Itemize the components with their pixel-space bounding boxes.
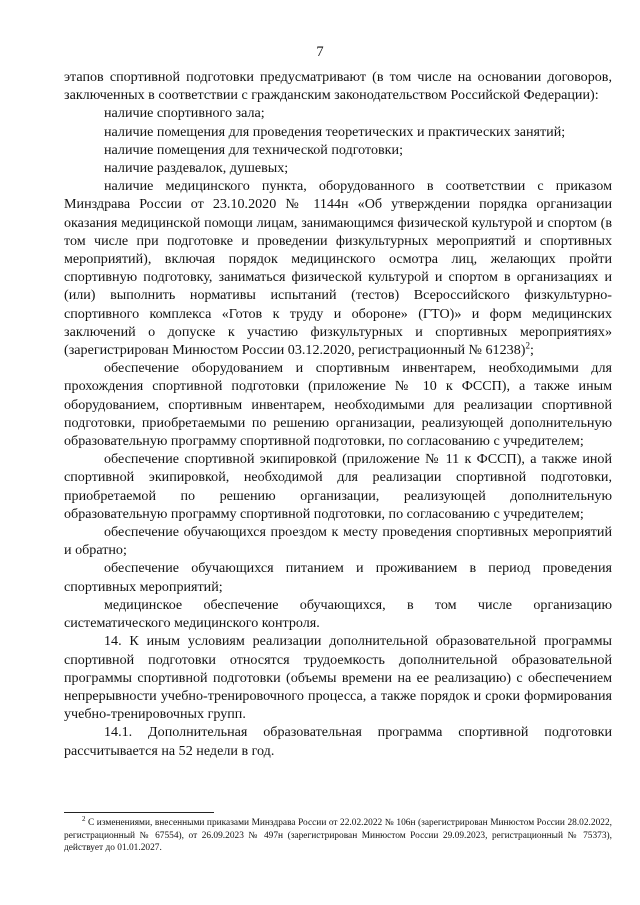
- footnote: [64, 814, 612, 855]
- list-item-theory-room: наличие помещения для проведения теоретических и практических занятий;: [104, 123, 566, 140]
- list-item-sports-gear: обеспечение спортивной экипировкой (приложение № 11 к ФССП), а также иной спортивной экипировкой, необходимой для реализации спортивной подготовки, приобретаемой по решению организации, реализующей дополнительную образовательную программу спортивной подготовки, по согласованию с учредителем;: [64, 451, 612, 522]
- medical-point-text: наличие медицинского пункта, оборудованного в соответствии с приказом Минздрава России от 23.10.2020 № 1144н «Об утверждении порядка организации оказания медицинской помощи лицам, занимающимся физической культурой и спортом (в том числе при подготовке и проведении физкультурных мероприятий и спортивных мероприятий), включая порядок медицинского осмотра лиц, желающих пройти спортивную подготовку, заниматься физической культурой и спортом в организациях и (или) выполнить нормативы испытаний (тестов) Всероссийского физкультурно-спортивного комплекса «Готов к труду и обороне» (ГТО)» и форм медицинских заключений о допуске к участию физкультурных и спортивных мероприятиях» (зарегистрирован Минюстом России 03.12.2020, регистрационный № 61238): [64, 178, 612, 359]
- list-item-equipment: обеспечение оборудованием и спортивным инвентарем, необходимыми для прохождения спортивной подготовки (приложение № 10 к ФССП), а также иным оборудованием, спортивным инвентарем, необходимыми для реализации спортивной подготовки, приобретаемыми по решению организации, реализующей дополнительную образовательную программу спортивной подготовки, по согласованию с учредителем;: [64, 360, 612, 450]
- page-number: 7: [316, 44, 324, 60]
- paragraph-continuation: этапов спортивной подготовки предусматривают (в том числе на основании договоров, заключенных в соответствии с гражданским законодательством Российской Федерации):: [64, 69, 612, 104]
- list-item-technical-room: наличие помещения для технической подготовки;: [104, 141, 403, 158]
- section-14: 14. К иным условиям реализации дополнительной образовательной программы спортивной подготовки относятся трудоемкость дополнительной образовательной программы спортивной подготовки (объемы времени на ее реализацию) с обеспечением непрерывности учебно-тренировочного процесса, а также порядок и сроки формирования учебно-тренировочных групп.: [64, 633, 612, 723]
- list-item-travel: обеспечение обучающихся проездом к месту проведения спортивных мероприятий и обратно;: [64, 524, 612, 559]
- footnote-reference: 2: [525, 340, 530, 351]
- footnote-divider: [64, 812, 214, 813]
- list-item-medical-support: медицинское обеспечение обучающихся, в том числе организацию систематического медицинского контроля.: [64, 596, 612, 632]
- list-item-changing-rooms: наличие раздевалок, душевых;: [104, 160, 289, 177]
- footnote-mark: 2: [82, 814, 86, 823]
- list-item-food-lodging: обеспечение обучающихся питанием и проживанием в период проведения спортивных мероприятий;: [64, 560, 612, 595]
- section-14-1: 14.1. Дополнительная образовательная программа спортивной подготовки рассчитывается на 52 недели в год.: [64, 724, 612, 759]
- medical-point-tail: ;: [529, 342, 534, 359]
- list-item-sports-hall: наличие спортивного зала;: [104, 105, 265, 122]
- body-text: [64, 68, 612, 760]
- list-item-medical-point: [64, 177, 612, 359]
- footnote-text: С изменениями, внесенными приказами Минздрава России от 22.02.2022 № 106н (зарегистрирован Минюстом России 28.02.2022, регистрационный № 67554), от 26.09.2023 № 497н (зарегистрирован Минюстом России 29.09.2023, регистрационный № 75373), действует до 01.01.2027.: [64, 818, 612, 853]
